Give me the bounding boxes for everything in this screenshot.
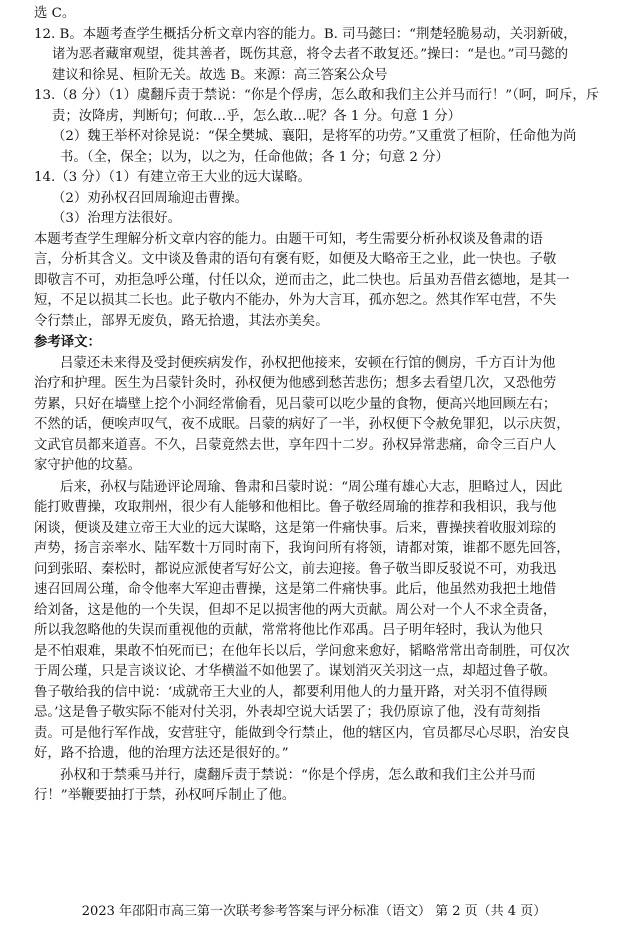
text-line: 于周公瑾，只是言谈议论、才华横溢不如他罢了。谋划消灭关羽这一点，却超过鲁子敬。 — [34, 664, 557, 679]
text-line: 诸为恶者藏窜观望，徙其善者，既伤其意，将令去者不敢复还。”操曰：“是也。”司马懿的 — [52, 47, 568, 62]
answer-14: 14.（3 分）（1）有建立帝王大业的远大谋略。 — [34, 170, 311, 185]
answer-12: 12. B。本题考查学生概括分析文章内容的能力。B. 司马懿曰：“荆楚轻脆易动，关羽新破， — [34, 26, 577, 42]
text-line: 选 C。 — [34, 6, 76, 21]
text-line: 给刘备，这是他的一个失误，但却不足以损害他的两大贡献。周公对一个人不求全责备， — [34, 602, 557, 618]
text-line: 所以我忽略他的失误而重视他的贡献，常常将他比作邓禹。吕子明年轻时，我认为他只 — [34, 623, 543, 638]
text-line: 令行禁止，部界无废负，路无拾遗，其法亦美矣。 — [34, 313, 329, 329]
translation-paragraph-3: 孙权和于禁乘马并行，虞翻斥责于禁说：“你是个俘虏，怎么敢和我们主公并马而 — [60, 767, 536, 783]
text-line: 责。可是他行军作战，安营驻守，能做到令行禁止，他的辖区内，官员都尽心尽职，治安良 — [34, 725, 570, 741]
text-line: 声势，扬言亲率水、陆军数十万同时南下，我询问所有将领，请都对策，谁都不愿先回答， — [34, 541, 570, 556]
text-line: 是不怕艰难，果敢不怕死而已；在他年长以后，学问愈来愈好，韬略常常出奇制胜，可仅次 — [34, 643, 570, 659]
text-line: 即敬言不可，劝拒急呼公瑾，付任以众，逆而击之，此二快也。后虽劝吾借玄德地，是其一 — [34, 272, 570, 288]
text-line: 言，分析其含义。文中谈及鲁肃的语句有褒有贬，如便及大略帝王之业，此一快也。子敬 — [34, 252, 557, 267]
text-line: 能打败曹操，攻取荆州，很少有人能够和他相比。鲁子敬经周瑜的推荐和我相识，我与他 — [34, 500, 557, 515]
text-line: 短，不足以损其二长也。此子敬内不能办，外为大言耳，孤亦恕之。然其作军屯营，不失 — [34, 293, 557, 308]
page-footer: 2023 年邵阳市高三第一次联考参考答案与评分标准（语文） 第 2 页（共 4 页） — [81, 904, 547, 919]
text-line: （2）劝孙权召回周瑜迎击曹操。 — [52, 190, 248, 206]
text-line: 闲谈，便谈及建立帝王大业的远大谋略，这是第一件痛快事。后来，曹操挟着收服刘琮的 — [34, 520, 557, 536]
text-line: 责；汝降虏，判断句；何敢…乎，怎么敢…呢？各 1 分。句意 1 分） — [52, 108, 462, 124]
text-line: 劳累，只好在墙壁上挖个小洞经常偷看，见吕蒙可以吃少量的食物，便高兴地回顾左右； — [34, 396, 557, 412]
text-line: （2）魏王举杯对徐晃说：“保全樊城、襄阳，是将军的功劳。”又重赏了桓阶，任命他为尚 — [52, 129, 577, 144]
text-line: （3）治理方法很好。 — [52, 211, 182, 226]
text-line: 鲁子敬给我的信中说：‘成就帝王大业的人，都要利用他人的力量开路，对关羽不值得顾 — [34, 684, 548, 700]
text-line: 治疗和护理。医生为吕蒙针灸时，孙权便为他感到愁苦悲伤；想多去看望几次，又恐他劳 — [34, 376, 557, 391]
text-line: 建议和徐晃、桓阶无关。故选 B。来源：高三答案公众号 — [52, 67, 388, 83]
text-line: 行！”举鞭要抽打于禁，孙权呵斥制止了他。 — [34, 788, 296, 803]
translation-paragraph-1: 吕蒙还未来得及受封便疾病发作，孙权把他接来，安顿在行馆的侧房，千方百计为他 — [60, 355, 556, 371]
translation-paragraph-2: 后来，孙权与陆逊评论周瑜、鲁肃和吕蒙时说：“周公瑾有雄心大志，胆略过人，因此 — [60, 479, 563, 495]
answer-13: 13.（8 分）（1）虞翻斥责于禁说：“你是个俘虏，怎么敢和我们主公并马而行！”（呵，呵斥，斥 — [34, 88, 600, 103]
text-line: 好，路不拾遗，他的治理方法还是很好的。” — [34, 746, 289, 761]
text-line: 不然的话，便唉声叹气，夜不成眠。吕蒙的病好了一半，孙权便下令赦免罪犯，以示庆贺， — [34, 417, 570, 432]
text-line: 文武官员都来道喜。不久，吕蒙竟然去世，享年四十二岁。孙权异常悲痛，命令三百户人 — [34, 437, 557, 453]
text-line: 家守护他的坟墓。 — [34, 458, 142, 473]
translation-heading: 参考译文： — [34, 334, 101, 350]
text-line: 问到张昭、秦松时，都说应派使者写好公文，前去迎接。鲁子敬当即反驳说不可，劝我迅 — [34, 561, 557, 577]
text-line: 速召回周公瑾，命令他率大军迎击曹操，这是第二件痛快事。此后，他虽然劝我把土地借 — [34, 582, 557, 597]
analysis-paragraph: 本题考查学生理解分析文章内容的能力。由题干可知，考生需要分析孙权谈及鲁肃的语 — [34, 231, 543, 247]
text-line: 忌。’这是鲁子敬实际不能对付关羽，外表却空说大话罢了；我仍原谅了他，没有苛刻指 — [34, 705, 541, 720]
text-line: 书。（全，保全；以为，以之为，任命他做；各 1 分；句意 2 分） — [60, 149, 449, 165]
answer-key-page — [34, 4, 616, 807]
